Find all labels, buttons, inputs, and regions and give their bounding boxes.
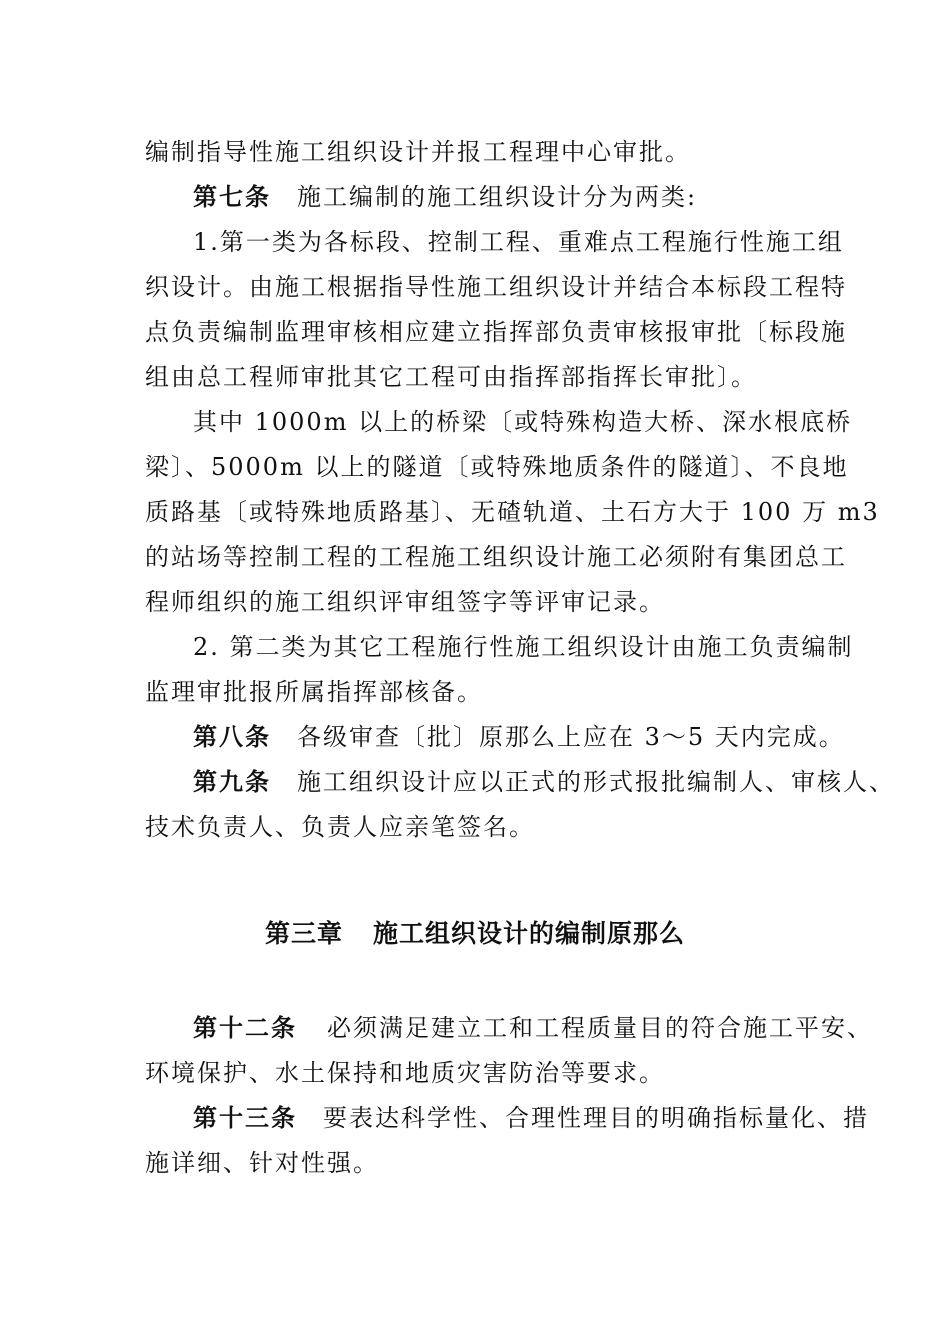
article-label: 第八条 [193, 722, 271, 751]
paragraph-line [145, 497, 880, 527]
chapter-title: 施工组织设计的编制原那么 [373, 919, 686, 948]
line-text: 监理审批报所属指挥部核备。 [145, 678, 483, 706]
article-12 [193, 1013, 873, 1043]
paragraph-line [145, 317, 847, 347]
article-13 [193, 1103, 869, 1133]
paragraph-line [145, 587, 665, 617]
article-text: 要表达科学性、合理性理目的明确指标量化、措 [323, 1104, 869, 1132]
paragraph-line [145, 137, 691, 167]
line-text: 织设计。由施工根据指导性施工组织设计并结合本标段工程特 [145, 273, 847, 301]
paragraph-line [145, 272, 847, 302]
article-text: 必须满足建立工和工程质量目的符合施工平安、 [327, 1014, 873, 1042]
article-text: 各级审查〔批〕原那么上应在 3～5 天内完成。 [297, 723, 845, 751]
paragraph-line [145, 362, 757, 392]
line-text: 其中 1000m 以上的桥梁〔或特殊构造大桥、深水根底桥 [193, 408, 853, 436]
article-7 [193, 182, 697, 212]
line-text: 编制指导性施工组织设计并报工程理中心审批。 [145, 138, 691, 166]
article-label: 第七条 [193, 182, 271, 211]
paragraph-line [193, 407, 852, 437]
paragraph-line [193, 227, 844, 257]
line-text: 梁〕、5000m 以上的隧道〔或特殊地质条件的隧道〕、不良地 [145, 453, 849, 481]
line-text: 的站场等控制工程的工程施工组织设计施工必须附有集团总工 [145, 543, 847, 571]
line-text: 组由总工程师审批其它工程可由指挥部指挥长审批〕。 [145, 363, 757, 391]
paragraph-line [145, 677, 483, 707]
line-text: 1.第一类为各标段、控制工程、重难点工程施行性施工组 [193, 228, 844, 256]
paragraph-line [145, 1058, 665, 1088]
line-text: 质路基〔或特殊地质路基〕、无碴轨道、土石方大于 100 万 m3 [145, 498, 880, 526]
line-text: 程师组织的施工组织评审组签字等评审记录。 [145, 588, 665, 616]
line-text: 2. 第二类为其它工程施行性施工组织设计由施工负责编制 [193, 633, 854, 661]
paragraph-line [193, 632, 854, 662]
article-label: 第十三条 [193, 1103, 297, 1132]
paragraph-line [145, 452, 848, 482]
paragraph-line [145, 812, 535, 842]
paragraph-line [145, 542, 847, 572]
line-text: 施详细、针对性强。 [145, 1149, 379, 1177]
line-text: 点负责编制监理审核相应建立指挥部负责审核报审批〔标段施 [145, 318, 847, 346]
line-text: 环境保护、水土保持和地质灾害防治等要求。 [145, 1059, 665, 1087]
article-text: 施工组织设计应以正式的形式报批编制人、审核人、 [297, 768, 895, 796]
article-label: 第九条 [193, 767, 271, 796]
article-label: 第十二条 [193, 1013, 297, 1042]
chapter-number: 第三章 [264, 919, 343, 948]
article-9 [193, 767, 895, 797]
article-8 [193, 722, 845, 752]
chapter-heading [0, 918, 950, 950]
line-text: 技术负责人、负责人应亲笔签名。 [145, 813, 535, 841]
article-text: 施工编制的施工组织设计分为两类: [297, 183, 698, 211]
paragraph-line [145, 1148, 379, 1178]
